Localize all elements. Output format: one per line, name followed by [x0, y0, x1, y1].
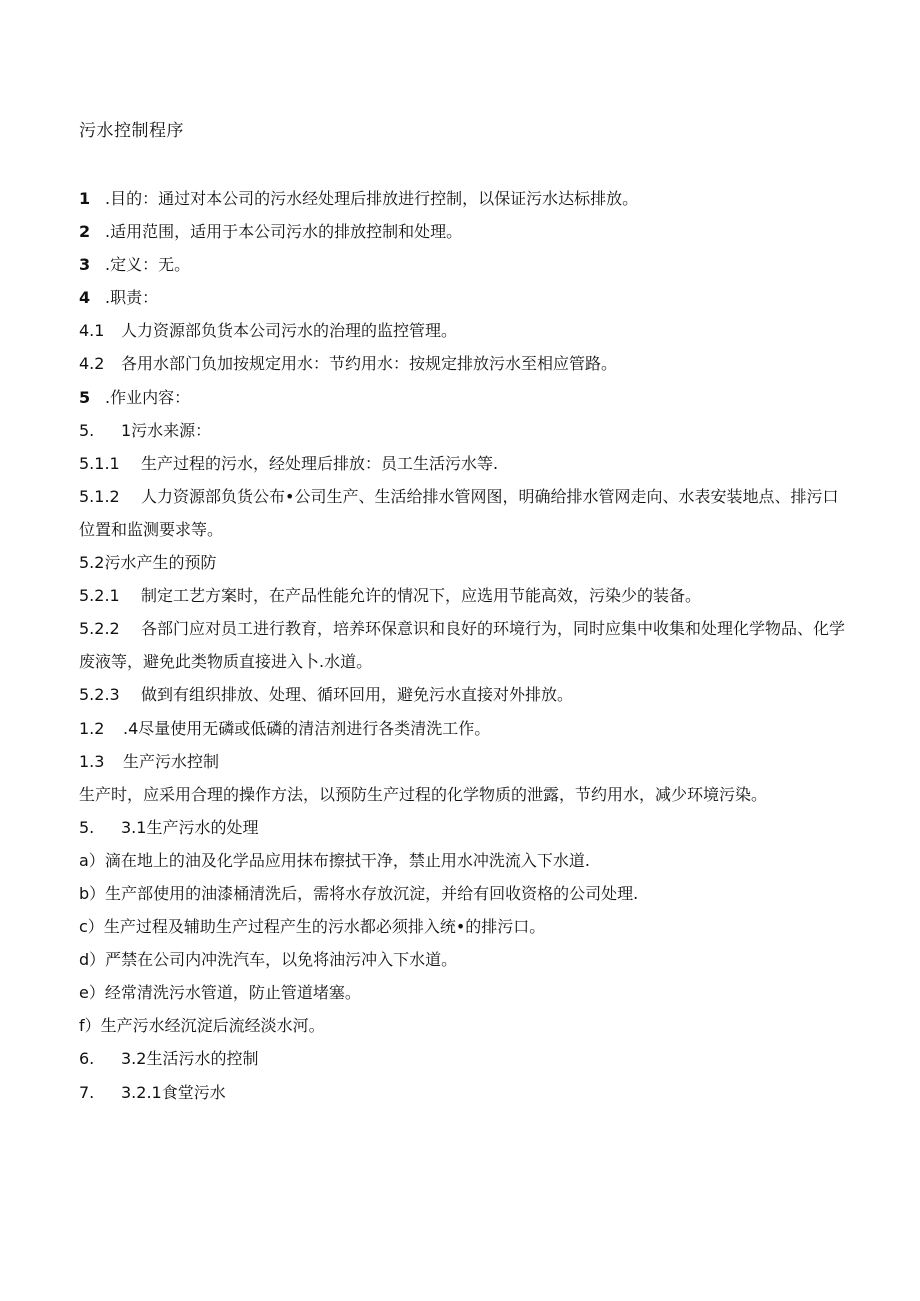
section-5-2: 5.2污水产生的预防 [79, 553, 217, 573]
production-paragraph: 生产时，应采用合理的操作方法，以预防生产过程的化学物质的泄露，节约用水，减少环境污染。 [79, 784, 768, 804]
section-5-work: 5 .作业内容： [79, 387, 191, 407]
list-item-d: d）严禁在公司内冲洗汽车，以免将油污冲入下水道。 [79, 950, 458, 970]
document-body [79, 182, 849, 1109]
section-5-1-1: 5.1.1 生产过程的污水，经处理后排放：员工生活污水等. [79, 453, 499, 473]
section-4-duties: 4 .职责： [79, 288, 159, 308]
section-5-1: 5. 1污水来源： [79, 420, 212, 440]
section-5-2-1: 5.2.1 制定工艺方案时，在产品性能允许的情况下，应选用节能高效，污染少的装备。 [79, 586, 702, 606]
section-5-1-2: 5.1.2 人力资源部负货公布•公司生产、生活给排水管网图，明确给排水管网走向、水表安装地点、排污口位置和监测要求等。 [79, 486, 839, 539]
section-5-2-3: 5.2.3 做到有组织排放、处理、循环回用，避免污水直接对外排放。 [79, 685, 574, 705]
section-3-definition: 3 .定义：无。 [79, 255, 191, 275]
section-2-scope: 2 .适用范围，适用于本公司污水的排放控制和处理。 [79, 222, 463, 242]
section-4-1: 4.1 人力资源部负货本公司污水的治理的监控管理。 [79, 321, 458, 341]
section-4-2: 4.2 各用水部门负加按规定用水：节约用水：按规定排放污水至相应管路。 [79, 354, 618, 374]
section-7-3-2-1: 7. 3.2.1食堂污水 [79, 1082, 226, 1102]
section-1-3: 1.3 生产污水控制 [79, 751, 220, 771]
document-title: 污水控制程序 [79, 121, 184, 141]
section-1-purpose: 1 .目的：通过对本公司的污水经处理后排放进行控制，以保证污水达标排放。 [79, 189, 639, 208]
list-item-c: c）生产过程及辅助生产过程产生的污水都必须排入统•的排污口。 [79, 917, 546, 937]
section-5-2-2: 5.2.2 各部门应对员工进行教育，培养环保意识和良好的环境行为，同时应集中收集和处理化学物品、化学废液等，避免此类物质直接进入卜.水道。 [79, 619, 846, 672]
section-1-2: 1.2 .4尽量使用无磷或低磷的清洁剂进行各类清洗工作。 [79, 718, 491, 738]
list-item-b: b）生产部使用的油漆桶清洗后，需将水存放沉淀，并给有回收资格的公司处理. [79, 883, 639, 903]
list-item-f: f）生产污水经沉淀后流经淡水河。 [79, 1016, 325, 1036]
section-6-3-2: 6. 3.2生活污水的控制 [79, 1049, 259, 1069]
list-item-a: a）滴在地上的油及化学品应用抹布擦拭干净，禁止用水冲洗流入下水道. [79, 850, 590, 870]
section-5-3-1: 5. 3.1生产污水的处理 [79, 817, 259, 837]
list-item-e: e）经常清洗污水管道，防止管道堵塞。 [79, 983, 361, 1003]
